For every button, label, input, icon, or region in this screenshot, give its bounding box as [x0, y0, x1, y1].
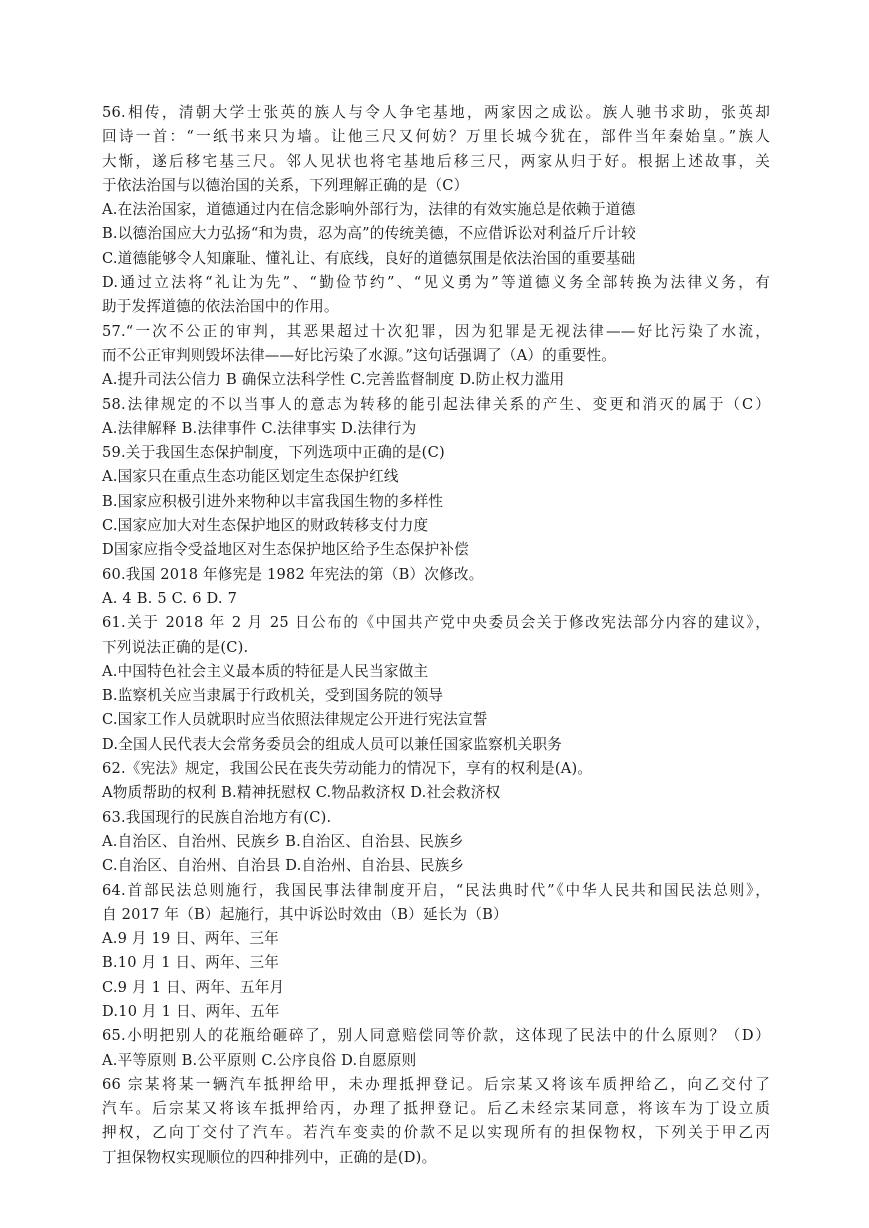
text-line: A.平等原则 B.公平原则 C.公序良俗 D.自愿原则 [102, 1051, 417, 1069]
text-line: 66 宗某将某一辆汽车抵押给甲，未办理抵押登记。后宗某又将该车质押给乙，向乙交付了 [102, 1075, 770, 1093]
text-line: 下列说法正确的是(C). [102, 638, 249, 656]
text-line: 而不公正审判则毁坏法律——好比污染了水源。”这句话强调了（A）的重要性。 [102, 346, 617, 364]
text-line: A.在法治国家，道德通过内在信念影响外部行为，法律的有效实施总是依赖于道德 [102, 201, 636, 219]
text-line: 大惭，遂后移宅基三尺。邻人见状也将宅基地后移三尺，两家从归于好。根据上述故事，关 [102, 152, 770, 170]
text-line: 64.首部民法总则施行，我国民事法律制度开启，“民法典时代”《中华人民共和国民法总则》， [102, 881, 770, 899]
text-line: C.自治区、自治州、自治县 D.自治州、自治县、民族乡 [102, 857, 465, 875]
text-line: 61.关于 2018 年 2 月 25 日公布的《中国共产党中央委员会关于修改宪法部分内容的建议》， [102, 614, 770, 632]
document-body [102, 101, 770, 1170]
text-line: 65.小明把别人的花瓶给砸碎了，别人同意赔偿同等价款，这体现了民法中的什么原则？（D） [102, 1027, 770, 1045]
text-line: A物质帮助的权利 B.精神抚慰权 C.物品救济权 D.社会救济权 [102, 784, 501, 802]
text-line: 62.《宪法》规定，我国公民在丧失劳动能力的情况下，享有的权利是(A)。 [102, 760, 593, 778]
text-line: B.国家应积极引进外来物种以丰富我国生物的多样性 [102, 492, 444, 510]
text-line: 56.相传，清朝大学士张英的族人与令人争宅基地，两家因之成讼。族人驰书求助，张英却 [102, 104, 770, 121]
text-line: C.9 月 1 日、两年、五年月 [102, 978, 285, 996]
text-line: 自 2017 年（B）起施行，其中诉讼时效由（B）延长为（B） [102, 905, 508, 923]
text-line: 63.我国现行的民族自治地方有(C). [102, 808, 332, 826]
text-line: 助于发挥道德的依法治国中的作用。 [102, 298, 339, 316]
text-line: B.监察机关应当隶属于行政机关，受到国务院的领导 [102, 687, 444, 705]
text-line: 59.关于我国生态保护制度，下列选项中正确的是(C) [102, 444, 445, 462]
text-line: A.法律解释 B.法律事件 C.法律事实 D.法律行为 [102, 419, 417, 437]
text-line: B.以德治国应大力弘扬“和为贵，忍为高”的传统美德，不应借诉讼对利益斤斤计较 [102, 225, 637, 243]
text-line: D.全国人民代表大会常务委员会的组成人员可以兼任国家监察机关职务 [102, 735, 563, 753]
text-line: A.提升司法公信力 B 确保立法科学性 C.完善监督制度 D.防止权力滥用 [102, 371, 565, 389]
text-line: 回诗一首：“一纸书来只为墙。让他三尺又何妨？万里长城今犹在，部件当年秦始皇。”族人 [102, 128, 770, 146]
text-line: 丁担保物权实现顺位的四种排列中，正确的是(D)。 [102, 1148, 437, 1166]
text-line: B.10 月 1 日、两年、三年 [102, 954, 280, 972]
text-line: D.通过立法将“礼让为先”、“勤俭节约”、“见义勇为”等道德义务全部转换为法律义务，有 [102, 274, 770, 292]
text-line: A.国家只在重点生态功能区划定生态保护红线 [102, 468, 399, 486]
text-line: A. 4 B. 5 C. 6 D. 7 [102, 589, 238, 607]
text-line: 押权，乙向丁交付了汽车。若汽车变卖的价款不足以实现所有的担保物权，下列关于甲乙丙 [102, 1124, 770, 1142]
text-line: 57.“一次不公正的审判，其恶果超过十次犯罪，因为犯罪是无视法律——好比污染了水流， [102, 322, 770, 340]
text-line: A.9 月 19 日、两年、三年 [102, 930, 279, 948]
text-line: D国家应指令受益地区对生态保护地区给予生态保护补偿 [102, 541, 469, 559]
text-line: D.10 月 1 日、两年、五年 [102, 1002, 280, 1020]
text-line: 于依法治国与以德治国的关系，下列理解正确的是（C） [102, 176, 469, 194]
text-line: C.道德能够令人知廉耻、懂礼让、有底线，良好的道德氛围是依法治国的重要基础 [102, 249, 636, 267]
text-line: C.国家应加大对生态保护地区的财政转移支付力度 [102, 517, 429, 535]
text-line: A.自治区、自治州、民族乡 B.自治区、自治县、民族乡 [102, 832, 464, 850]
text-line: C.国家工作人员就职时应当依照法律规定公开进行宪法宣誓 [102, 711, 488, 729]
text-line: 汽车。后宗某又将该车抵押给丙，办理了抵押登记。后乙未经宗某同意，将该车为丁设立质 [102, 1100, 770, 1118]
text-line: 60.我国 2018 年修宪是 1982 年宪法的第（B）次修改。 [102, 565, 484, 583]
text-line: 58.法律规定的不以当事人的意志为转移的能引起法律关系的产生、变更和消灭的属于（C） [102, 395, 770, 413]
text-line: A.中国特色社会主义最本质的特征是人民当家做主 [102, 662, 429, 680]
